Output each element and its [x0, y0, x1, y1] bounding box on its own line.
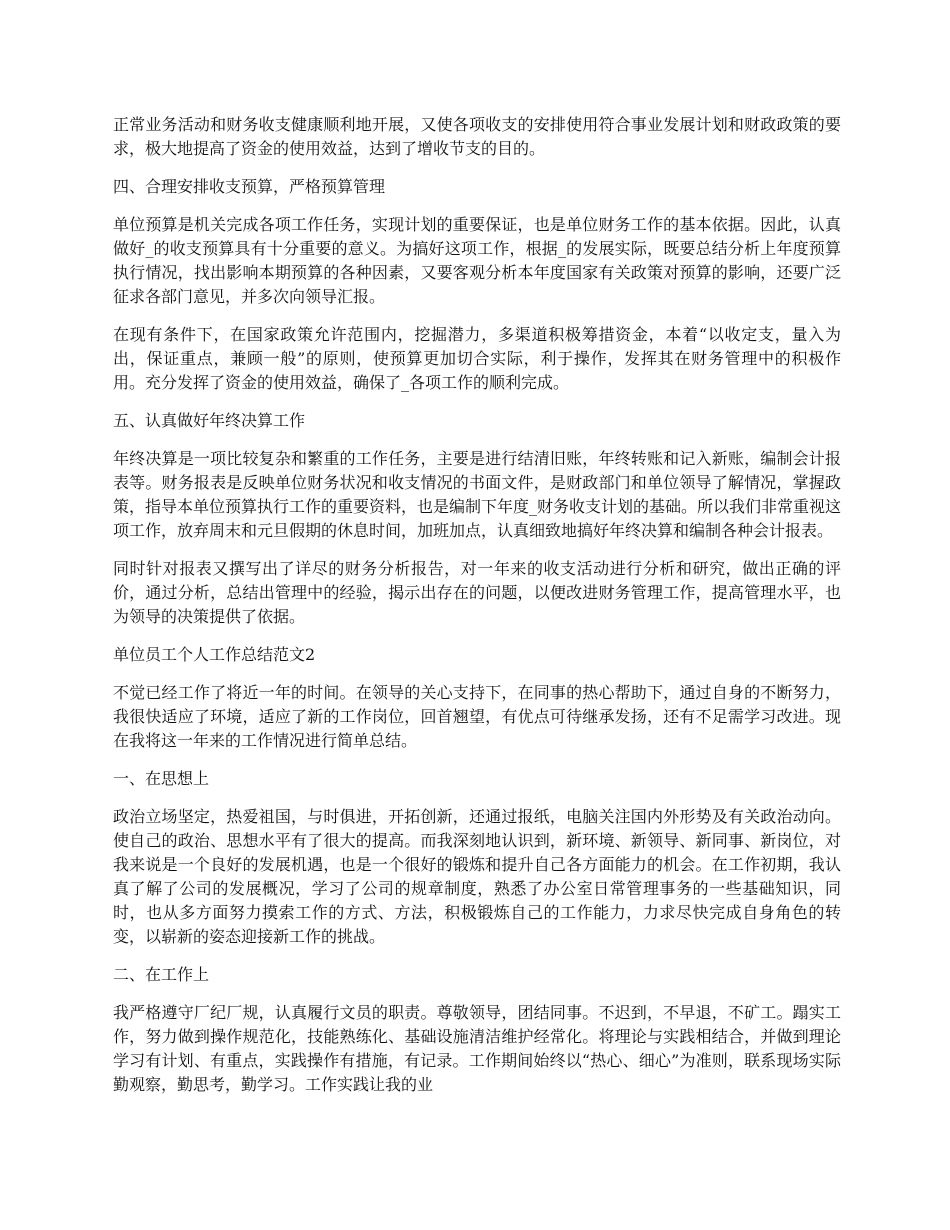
document-page	[113, 113, 841, 1111]
section-heading: 五、认真做好年终决算工作	[113, 411, 306, 430]
paragraph: 我严格遵守厂纪厂规，认真履行文员的职责。尊敬领导，团结同事。不迟到，不早退，不矿工。蹋实工作，努力做到操作规范化，技能熟练化、基础设施清洁维护经常化。将理论与实践相结合，并做到理论学习有计划、有重点，实践操作有措施，有记录。工作期间始终以“热心、细心”为准则，联系现场实际勤观察，勤思考，勤学习。工作实践让我的业	[113, 1003, 841, 1094]
paragraph: 正常业务活动和财务收支健康顺利地开展，又使各项收支的安排使用符合事业发展计划和财政政策的要求，极大地提高了资金的使用效益，达到了增收节支的目的。	[113, 115, 841, 158]
paragraph: 在现有条件下，在国家政策允许范围内，挖掘潜力，多渠道积极筹措资金，本着“以收定支，量入为出，保证重点，兼顾一般”的原则，使预算更加切合实际，利于操作，发挥其在财务管理中的积极作用。充分发挥了资金的使用效益，确保了_各项工作的顺利完成。	[113, 325, 841, 392]
paragraph: 单位预算是机关完成各项工作任务，实现计划的重要保证，也是单位财务工作的基本依据。因此，认真做好_的收支预算具有十分重要的意义。为搞好这项工作，根据_的发展实际，既要总结分析上年度预算执行情况，找出影响本期预算的各种因素，又要客观分析本年度国家有关政策对预算的影响，还要广泛征求各部门意见，并多次向领导汇报。	[113, 215, 841, 306]
section-heading: 二、在工作上	[113, 965, 210, 984]
section-heading: 单位员工个人工作总结范文2	[113, 645, 316, 664]
paragraph: 年终决算是一项比较复杂和繁重的工作任务，主要是进行结清旧账，年终转账和记入新账，编制会计报表等。财务报表是反映单位财务状况和收支情况的书面文件，是财政部门和单位领导了解情况，掌握政策，指导本单位预算执行工作的重要资料，也是编制下年度_财务收支计划的基础。所以我们非常重视这项工作，放弃周末和元旦假期的休息时间，加班加点，认真细致地搞好年终决算和编制各种会计报表。	[113, 449, 842, 540]
paragraph: 政治立场坚定，热爱祖国，与时俱进，开拓创新，还通过报纸，电脑关注国内外形势及有关政治动向。使自己的政治、思想水平有了很大的提高。而我深刻地认识到，新环境、新领导、新同事、新岗位，对我来说是一个良好的发展机遇，也是一个很好的锻炼和提升自己各方面能力的机会。在工作初期，我认真了解了公司的发展概况，学习了公司的规章制度，熟悉了办公室日常管理事务的一些基础知识，同时，也从多方面努力摸索工作的方式、方法，积极锻炼自己的工作能力，力求尽快完成自身角色的转变，以崭新的姿态迎接新工作的挑战。	[113, 807, 841, 946]
section-heading: 四、合理安排收支预算，严格预算管理	[113, 177, 386, 196]
paragraph: 不觉已经工作了将近一年的时间。在领导的关心支持下，在同事的热心帮助下，通过自身的不断努力，我很快适应了环境，适应了新的工作岗位，回首翘望，有优点可待继承发扬，还有不足需学习改进。现在我将这一年来的工作情况进行简单总结。	[113, 683, 841, 750]
section-heading: 一、在思想上	[113, 769, 210, 788]
paragraph: 同时针对报表又撰写出了详尽的财务分析报告，对一年来的收支活动进行分析和研究，做出正确的评价，通过分析，总结出管理中的经验，揭示出存在的问题，以便改进财务管理工作，提高管理水平，也为领导的决策提供了依据。	[113, 559, 841, 626]
